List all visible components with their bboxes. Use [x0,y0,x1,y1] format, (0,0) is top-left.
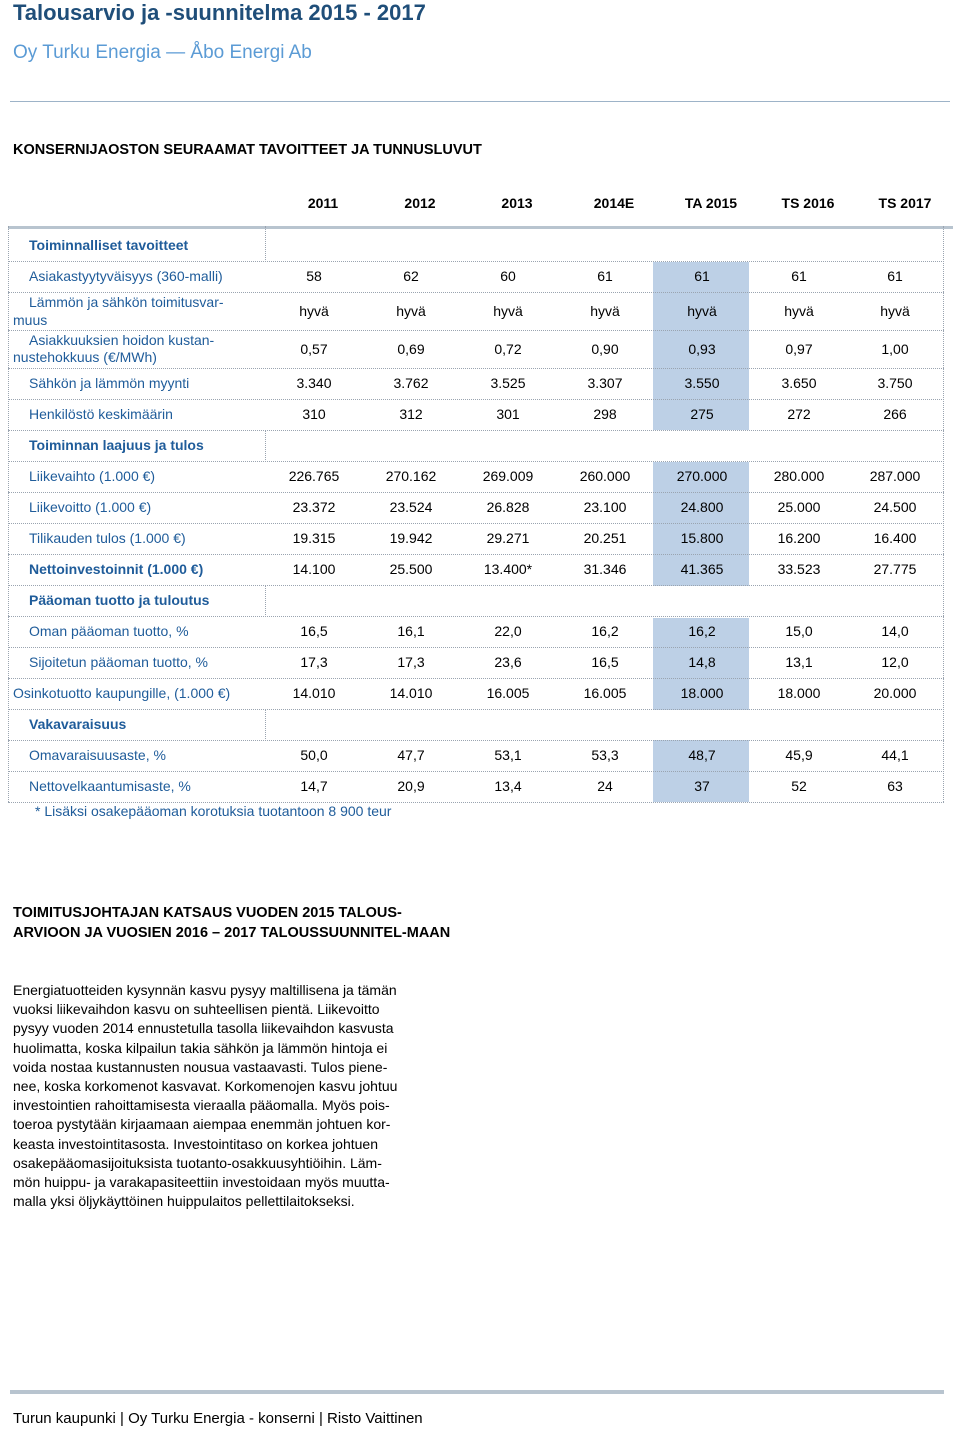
row-label: Liikevoitto (1.000 €) [29,499,152,515]
col-divider [265,709,266,741]
row-label: Tilikauden tulos (1.000 €) [29,530,186,546]
row-divider [8,261,944,262]
paragraph-line: Energiatuotteiden kysynnän kasvu pysyy maltillisena ja tämän [13,982,397,998]
row-divider [8,430,944,431]
col-divider [265,226,266,262]
table-cell: 14,0 [881,623,909,639]
table-cell: 53,3 [591,747,619,763]
table-cell: hyvä [493,303,523,319]
row-label: Nettovelkaantumisaste, % [29,778,191,794]
table-cell: 50,0 [300,747,328,763]
table-cell: 16.005 [486,685,530,701]
row-divider [8,292,944,293]
table-cell: 13,4 [494,778,522,794]
col-header: 2014E [593,195,635,211]
table-cell: 3.750 [877,375,913,391]
document-subtitle: Oy Turku Energia — Åbo Energi Ab [13,42,312,63]
table-cell: 44,1 [881,747,909,763]
col-header: TS 2017 [878,195,932,211]
paragraph-line: huolimatta, koska kilpailun takia sähkön ja lämmön hintoja ei [13,1039,388,1056]
col-header: 2013 [501,195,533,211]
paragraph-line: malla yksi öljykäyttöinen huippulaitos pellettilaitokseksi. [13,1193,355,1210]
table-cell: 269.009 [482,468,534,484]
table-cell: 12,0 [881,654,909,670]
table-cell: 0,97 [785,341,813,357]
table-cell: 16.400 [873,530,917,546]
table-cell: 310 [302,406,326,422]
table-cell: 62 [403,268,419,284]
table-cell: 20,9 [397,778,425,794]
review-heading: TOIMITUSJOHTAJAN KATSAUS VUODEN 2015 TALOUS-ARVIOON JA VUOSIEN 2016 – 2017 TALOUSSUUNNITEL-MAAN [13,905,451,941]
group-label: Vakavaraisuus [29,716,127,732]
row-label: Asiakkuuksien hoidon kustan- [29,332,215,348]
table-cell: 61 [791,268,807,284]
table-cell: 53,1 [494,747,522,763]
col-header: 2012 [404,195,436,211]
table-cell: 58 [306,268,322,284]
table-cell: 29.271 [486,530,530,546]
table-cell: 14,7 [300,778,328,794]
table-cell: 1,00 [881,341,909,357]
row-divider [8,709,944,710]
table-footnote: * Lisäksi osakepääoman korotuksia tuotantoon 8 900 teur [35,803,392,819]
group-label: Toiminnan laajuus ja tulos [29,437,204,453]
paragraph-line: mön huippu- ja varakapasiteettiin investoidaan myös muutta- [13,1174,390,1191]
table-cell: 16,1 [397,623,425,639]
table-header-divider [8,226,953,229]
table-cell: 19.942 [389,530,433,546]
table-cell: 3.650 [781,375,817,391]
table-cell: 3.762 [393,375,429,391]
row-label: Henkilöstö keskimäärin [29,406,173,422]
table-cell: 16,5 [591,654,619,670]
group-label: Pääoman tuotto ja tuloutus [29,592,210,608]
col-divider [943,226,944,802]
table-cell: 0,90 [591,341,619,357]
table-cell: 31.346 [583,561,627,577]
col-divider [265,585,266,617]
table-cell: 18.000 [777,685,821,701]
table-cell: 16.200 [777,530,821,546]
table-cell: 16,2 [591,623,619,639]
table-cell: 301 [496,406,520,422]
table-cell: 275 [690,406,714,422]
table-cell: hyvä [687,303,717,319]
table-cell: hyvä [396,303,426,319]
table-cell: 0,72 [494,341,522,357]
paragraph-line: voida nostaa kustannusten nousua vastaavasti. Tulos piene- [13,1058,388,1075]
table-cell: 3.340 [296,375,332,391]
row-label: Oman pääoman tuotto, % [29,623,189,639]
paragraph-line: nee, koska korkomenot kasvavat. Korkomenojen kasvu johtuu [13,1078,398,1095]
table-cell: hyvä [299,303,329,319]
table-cell: 287.000 [869,468,921,484]
table-cell: 3.307 [587,375,623,391]
table-cell: 24 [597,778,613,794]
table-cell: 52 [791,778,807,794]
row-divider [8,330,944,331]
row-label: Osinkotuotto kaupungille, (1.000 €) [13,685,231,701]
row-divider [8,678,944,679]
table-cell: 16,5 [300,623,328,639]
table-cell: 16.005 [583,685,627,701]
table-cell: 61 [887,268,903,284]
row-label: nustehokkuus (€/MWh) [13,349,157,365]
table-cell: 61 [694,268,710,284]
table-cell: 61 [597,268,613,284]
table-cell: 33.523 [777,561,821,577]
paragraph-line: keasta investointitasosta. Investointitaso on korkea johtuen [13,1135,378,1152]
col-divider [8,226,9,802]
row-label: Omavaraisuusaste, % [29,747,166,763]
table-cell: 24.500 [873,499,917,515]
col-divider [265,430,266,462]
table-cell: 15.800 [680,530,724,546]
table-cell: 13.400* [483,561,533,577]
table-cell: 26.828 [486,499,530,515]
table-cell: 24.800 [680,499,724,515]
row-divider [8,771,944,772]
footer-divider [10,1390,944,1394]
table-cell: 20.251 [583,530,627,546]
paragraph-line: investointien rahoittamisesta vieraalla pääomalla. Myös pois- [13,1097,390,1114]
row-divider [8,647,944,648]
table-cell: 0,69 [397,341,425,357]
table-cell: 25.000 [777,499,821,515]
table-cell: 14.010 [292,685,336,701]
row-divider [8,399,944,400]
review-paragraph [13,981,453,1211]
row-divider [8,523,944,524]
row-divider [8,585,944,586]
row-divider [8,492,944,493]
table-cell: 23.372 [292,499,336,515]
table-cell: 17,3 [397,654,425,670]
table-cell: 14,8 [688,654,716,670]
table-cell: 23.524 [389,499,433,515]
table-cell: 25.500 [389,561,433,577]
row-label: Nettoinvestoinnit (1.000 €) [29,561,204,577]
table-cell: 280.000 [773,468,825,484]
table-cell: hyvä [590,303,620,319]
table-cell: 14.100 [292,561,336,577]
table-cell: 20.000 [873,685,917,701]
col-header: TA 2015 [684,195,738,211]
table-cell: hyvä [880,303,910,319]
table-cell: hyvä [784,303,814,319]
table-cell: 23.100 [583,499,627,515]
table-cell: 3.525 [490,375,526,391]
table-cell: 272 [787,406,811,422]
table-cell: 60 [500,268,516,284]
table-cell: 298 [593,406,617,422]
row-label: muus [13,312,48,328]
table-cell: 312 [399,406,423,422]
table-cell: 270.000 [676,468,728,484]
col-header: TS 2016 [781,195,835,211]
group-label: Toiminnalliset tavoitteet [29,237,189,253]
row-divider [8,740,944,741]
row-label: Sähkön ja lämmön myynti [29,375,190,391]
table-cell: 45,9 [785,747,813,763]
row-divider [8,368,944,369]
table-cell: 27.775 [873,561,917,577]
table-cell: 23,6 [494,654,522,670]
row-label: Liikevaihto (1.000 €) [29,468,156,484]
paragraph-line: toeroa pystytään kirjaamaan aiempaa enemmän johtuen kor- [13,1116,391,1133]
table-cell: 266 [883,406,907,422]
page-footer: Turun kaupunki | Oy Turku Energia - konserni | Risto Vaittinen [13,1410,423,1427]
table-cell: 17,3 [300,654,328,670]
row-label: Sijoitetun pääoman tuotto, % [29,654,209,670]
section-heading: KONSERNIJAOSTON SEURAAMAT TAVOITTEET JA TUNNUSLUVUT [13,142,482,158]
table-cell: 18.000 [680,685,724,701]
table-cell: 16,2 [688,623,716,639]
table-cell: 19.315 [292,530,336,546]
paragraph-line: pysyy vuoden 2014 ennustetulla tasolla liikevaihdon kasvusta [13,1020,394,1037]
table-cell: 48,7 [688,747,716,763]
table-cell: 41.365 [680,561,724,577]
table-cell: 22,0 [494,623,522,639]
table-cell: 260.000 [579,468,631,484]
table-cell: 63 [887,778,903,794]
table-cell: 15,0 [785,623,813,639]
document-title: Talousarvio ja -suunnitelma 2015 - 2017 [13,0,426,25]
paragraph-line: osakepääomasijoituksista tuotanto-osakkuusyhtiöihin. Läm- [13,1154,382,1171]
paragraph-line: vuoksi liikevaihdon kasvu on suhteellisen pientä. Liikevoitto [13,1001,380,1018]
row-label: Lämmön ja sähkön toimitusvar- [29,294,224,310]
col-header: 2011 [307,195,339,211]
row-divider [8,461,944,462]
row-label: Asiakastyytyväisyys (360-malli) [29,268,223,284]
table-cell: 37 [694,778,710,794]
table-cell: 13,1 [785,654,813,670]
table-cell: 270.162 [385,468,437,484]
table-cell: 14.010 [389,685,433,701]
row-divider [8,554,944,555]
table-cell: 47,7 [397,747,425,763]
table-cell: 226.765 [288,468,340,484]
table-cell: 0,93 [688,341,716,357]
table-cell: 3.550 [684,375,720,391]
table-cell: 0,57 [300,341,328,357]
row-divider [8,616,944,617]
